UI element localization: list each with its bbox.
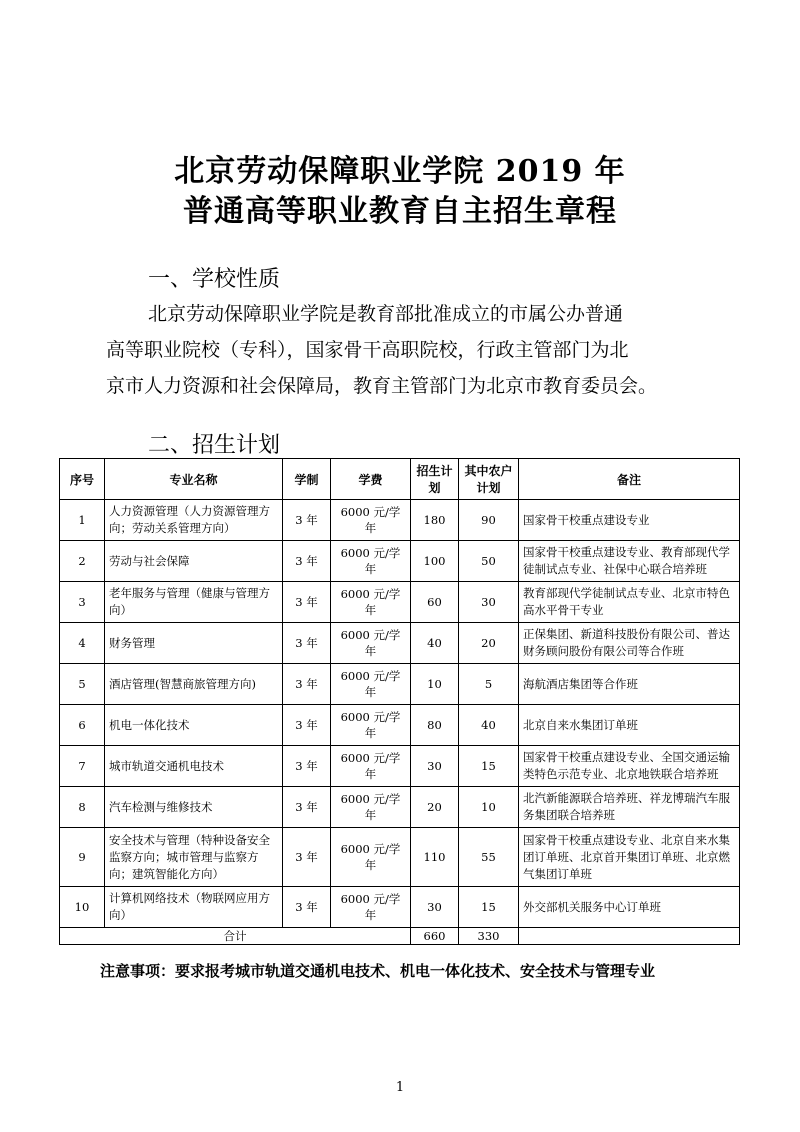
- cell-plan: 60: [411, 582, 459, 623]
- header-duration: 学制: [283, 459, 331, 500]
- table-header-row: [60, 459, 740, 500]
- cell-note: 教育部现代学徒制试点专业、北京市特色高水平骨干专业: [519, 582, 740, 623]
- cell-fee: 6000 元/学年: [331, 664, 411, 705]
- header-note: 备注: [519, 459, 740, 500]
- paragraph-line: 高等职业院校（专科），国家骨干高职院校，行政主管部门为北: [106, 339, 629, 361]
- document-title-line-1: 北京劳动保障职业学院 2019 年: [174, 154, 626, 189]
- cell-no: 6: [60, 705, 105, 746]
- cell-rural: 40: [459, 705, 519, 746]
- cell-no: 5: [60, 664, 105, 705]
- cell-no: 9: [60, 828, 105, 887]
- cell-no: 1: [60, 500, 105, 541]
- cell-duration: 3 年: [283, 582, 331, 623]
- cell-rural: 90: [459, 500, 519, 541]
- cell-plan: 180: [411, 500, 459, 541]
- cell-duration: 3 年: [283, 541, 331, 582]
- paragraph-line: 京市人力资源和社会保障局，教育主管部门为北京市教育委员会。: [106, 375, 658, 397]
- table-row: [60, 787, 740, 828]
- total-rural: 330: [459, 928, 519, 945]
- cell-no: 4: [60, 623, 105, 664]
- cell-note: 国家骨干校重点建设专业、教育部现代学徒制试点专业、社保中心联合培养班: [519, 541, 740, 582]
- cell-plan: 80: [411, 705, 459, 746]
- cell-fee: 6000 元/学年: [331, 582, 411, 623]
- table-row: [60, 887, 740, 928]
- section-heading-enrollment-plan: 二、招生计划: [148, 433, 281, 458]
- table-row: [60, 582, 740, 623]
- cell-major: 酒店管理(智慧商旅管理方向): [105, 664, 283, 705]
- cell-major: 城市轨道交通机电技术: [105, 746, 283, 787]
- cell-note: 国家骨干校重点建设专业、全国交通运输类特色示范专业、北京地铁联合培养班: [519, 746, 740, 787]
- cell-major: 老年服务与管理（健康与管理方向）: [105, 582, 283, 623]
- cell-fee: 6000 元/学年: [331, 623, 411, 664]
- table-row: [60, 746, 740, 787]
- cell-fee: 6000 元/学年: [331, 541, 411, 582]
- cell-note: 北京自来水集团订单班: [519, 705, 740, 746]
- table-row: [60, 623, 740, 664]
- header-fee: 学费: [331, 459, 411, 500]
- table-row: [60, 500, 740, 541]
- table-total-row: [60, 928, 740, 945]
- cell-rural: 55: [459, 828, 519, 887]
- table-row: [60, 664, 740, 705]
- header-rural: 其中农户计划: [459, 459, 519, 500]
- cell-plan: 30: [411, 746, 459, 787]
- section-heading-school-nature: 一、学校性质: [148, 267, 281, 292]
- cell-duration: 3 年: [283, 623, 331, 664]
- table-row: [60, 705, 740, 746]
- cell-rural: 15: [459, 746, 519, 787]
- cell-rural: 30: [459, 582, 519, 623]
- cell-no: 7: [60, 746, 105, 787]
- cell-plan: 40: [411, 623, 459, 664]
- cell-major: 计算机网络技术（物联网应用方向）: [105, 887, 283, 928]
- cell-rural: 20: [459, 623, 519, 664]
- cell-no: 3: [60, 582, 105, 623]
- cell-no: 2: [60, 541, 105, 582]
- document-title-line-2: 普通高等职业教育自主招生章程: [183, 194, 617, 229]
- cell-major: 汽车检测与维修技术: [105, 787, 283, 828]
- cell-no: 8: [60, 787, 105, 828]
- total-plan: 660: [411, 928, 459, 945]
- cell-duration: 3 年: [283, 705, 331, 746]
- cell-fee: 6000 元/学年: [331, 887, 411, 928]
- cell-duration: 3 年: [283, 828, 331, 887]
- total-label: 合计: [60, 928, 411, 945]
- cell-fee: 6000 元/学年: [331, 746, 411, 787]
- cell-rural: 15: [459, 887, 519, 928]
- cell-duration: 3 年: [283, 787, 331, 828]
- cell-fee: 6000 元/学年: [331, 787, 411, 828]
- cell-duration: 3 年: [283, 500, 331, 541]
- table-row: [60, 541, 740, 582]
- cell-note: 国家骨干校重点建设专业、北京自来水集团订单班、北京首开集团订单班、北京燃气集团订单班: [519, 828, 740, 887]
- cell-rural: 5: [459, 664, 519, 705]
- cell-fee: 6000 元/学年: [331, 500, 411, 541]
- page-number: 1: [395, 1080, 405, 1095]
- paragraph-line: 北京劳动保障职业学院是教育部批准成立的市属公办普通: [148, 303, 624, 325]
- cell-major: 人力资源管理（人力资源管理方向；劳动关系管理方向）: [105, 500, 283, 541]
- header-plan: 招生计划: [411, 459, 459, 500]
- school-nature-paragraph: [106, 296, 716, 404]
- cell-no: 10: [60, 887, 105, 928]
- cell-major: 财务管理: [105, 623, 283, 664]
- table-row: [60, 828, 740, 887]
- cell-note: 国家骨干校重点建设专业: [519, 500, 740, 541]
- cell-duration: 3 年: [283, 887, 331, 928]
- cell-plan: 20: [411, 787, 459, 828]
- cell-note: 海航酒店集团等合作班: [519, 664, 740, 705]
- cell-note: 正保集团、新道科技股份有限公司、普达财务顾问股份有限公司等合作班: [519, 623, 740, 664]
- enrollment-plan-table: [59, 458, 740, 945]
- total-note-empty: [519, 928, 740, 945]
- cell-duration: 3 年: [283, 746, 331, 787]
- cell-note: 北汽新能源联合培养班、祥龙博瑞汽车服务集团联合培养班: [519, 787, 740, 828]
- header-major: 专业名称: [105, 459, 283, 500]
- cell-rural: 50: [459, 541, 519, 582]
- cell-plan: 110: [411, 828, 459, 887]
- cell-plan: 10: [411, 664, 459, 705]
- notice-text: 注意事项：要求报考城市轨道交通机电技术、机电一体化技术、安全技术与管理专业: [100, 962, 656, 980]
- cell-major: 机电一体化技术: [105, 705, 283, 746]
- cell-plan: 30: [411, 887, 459, 928]
- cell-duration: 3 年: [283, 664, 331, 705]
- cell-note: 外交部机关服务中心订单班: [519, 887, 740, 928]
- cell-plan: 100: [411, 541, 459, 582]
- cell-fee: 6000 元/学年: [331, 705, 411, 746]
- cell-major: 劳动与社会保障: [105, 541, 283, 582]
- cell-fee: 6000 元/学年: [331, 828, 411, 887]
- header-no: 序号: [60, 459, 105, 500]
- cell-major: 安全技术与管理（特种设备安全监察方向；城市管理与监察方向；建筑智能化方向）: [105, 828, 283, 887]
- cell-rural: 10: [459, 787, 519, 828]
